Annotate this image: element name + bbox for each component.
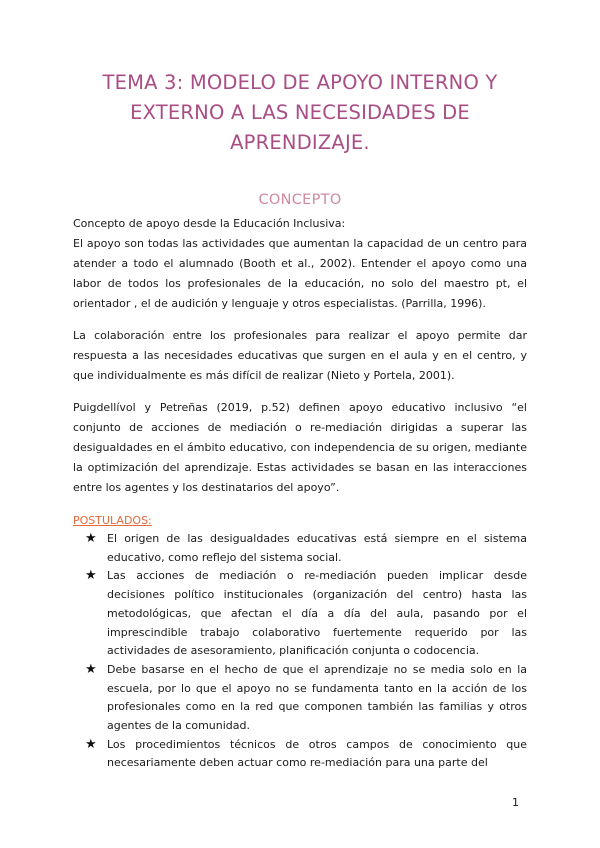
star-bullet-icon: ★ (85, 736, 97, 752)
list-item-text: El origen de las desigualdades educativas está siempre en el sistema educativo, como reflejo del sistema social. (107, 532, 527, 564)
section-heading: CONCEPTO (258, 192, 342, 208)
star-bullet-icon: ★ (85, 568, 97, 584)
list-item-text: Las acciones de mediación o re-mediación pueden implicar desde decisiones político institucionales (organización del centro) hasta las metodológicas, que afectan el día a día del aula, pasando por el imprescindible trabajo colaborativo fuertemente requerido por las actividades de asesoramiento, planificación conjunta o codocencia. (107, 569, 527, 658)
list-item-text: Debe basarse en el hecho de que el aprendizaje no se media solo en la escuela, por lo que el apoyo no se fundamenta tanto en la acción de los profesionales como en la red que componen también las familias y otros agentes de la comunidad. (107, 662, 527, 733)
paragraph-text: El apoyo son todas las actividades que aumentan la capacidad de un centro para atender a todo el alumnado (Booth et al., 2002). Entender el apoyo como una labor de todos los profesionales de la educación, no solo del maestro pt, el orientador , el de audición y lenguaje y otros especialistas. (Parrilla, 1996). (73, 237, 527, 310)
list-item (73, 661, 527, 736)
page-number: 1 (512, 796, 519, 809)
page-title: TEMA 3: MODELO DE APOYO INTERNO Y EXTERNO A LAS NECESIDADES DE APRENDIZAJE. (102, 71, 498, 154)
postulados-heading: POSTULADOS: (73, 514, 152, 527)
list-item (73, 736, 527, 773)
paragraph-definicion: Puigdellívol y Petreñas (2019, p.52) definen apoyo educativo inclusivo “el conjunto de acciones de mediación o re-mediación dirigidas a superar las desigualdades en el ámbito educativo, con independencia de su origen, mediante la optimización del aprendizaje. Estas actividades se basan en las interacciones entre los agentes y los destinatarios del apoyo”. (73, 401, 527, 494)
star-bullet-icon: ★ (85, 531, 97, 546)
paragraph-concepto (73, 214, 527, 314)
postulados-list (73, 530, 527, 773)
paragraph-colaboracion: La colaboración entre los profesionales para realizar el apoyo permite dar respuesta a las necesidades educativas que surgen en el aula y en el centro, y que individualmente es más difícil de realizar (Nieto y Portela, 2001). (73, 329, 527, 382)
list-item-text: Los procedimientos técnicos de otros campos de conocimiento que necesariamente deben actuar como re-mediación para una parte del (107, 737, 527, 770)
list-item (73, 530, 527, 567)
paragraph-lead: Concepto de apoyo desde la Educación Inclusiva: (73, 217, 346, 230)
star-bullet-icon: ★ (85, 661, 97, 677)
list-item (73, 567, 527, 661)
